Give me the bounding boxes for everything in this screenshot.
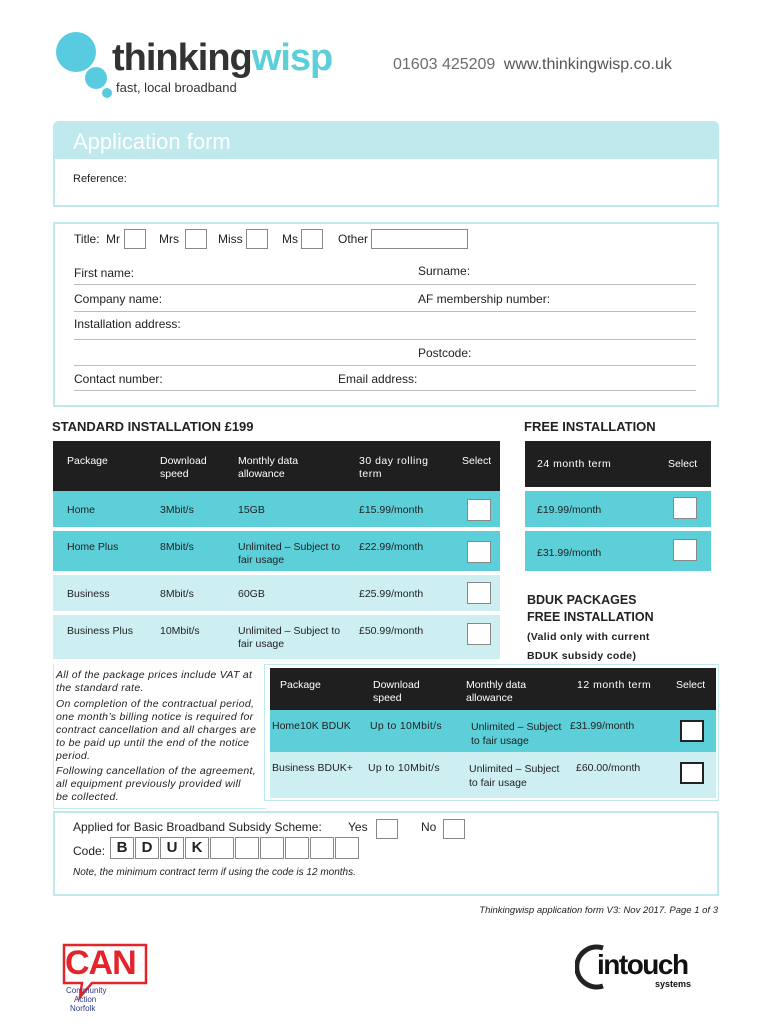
subsidy-yes-checkbox[interactable] <box>376 819 398 839</box>
bduk-heading: BDUK PACKAGES FREE INSTALLATION <box>527 593 654 624</box>
title-option-other: Other <box>338 232 369 246</box>
standard-table <box>53 441 500 663</box>
table-row: £19.99/month <box>525 491 711 527</box>
title-miss-checkbox[interactable] <box>246 229 268 249</box>
can-logo <box>62 943 150 1013</box>
intouch-logo-text: intouch <box>597 949 688 980</box>
page-footer-note: Thinkingwisp application form V3: Nov 2017. Page 1 of 3 <box>479 905 718 916</box>
website-url: www.thinkingwisp.co.uk <box>503 56 672 73</box>
contact-line <box>393 56 672 74</box>
title-other-field[interactable] <box>371 229 468 249</box>
select-free-19-checkbox[interactable] <box>673 497 697 519</box>
table-row: Business Plus 10Mbit/s Unlimited – Subject to fair usage £50.99/month <box>53 615 500 659</box>
table-row: Home 3Mbit/s 15GB £15.99/month <box>53 491 500 527</box>
code-term-note: Note, the minimum contract term if using the code is 12 months. <box>73 867 356 878</box>
col-24-month-term: 24 month term <box>537 458 612 470</box>
title-option-ms: Ms <box>282 232 298 246</box>
code-input-box[interactable] <box>235 837 259 859</box>
company-name-label: Company name: <box>74 292 163 306</box>
col-bduk-select: Select <box>676 679 706 691</box>
contact-line <box>74 390 696 391</box>
col-monthly-allowance: Monthly data allowance <box>238 455 299 480</box>
table-row: £31.99/month <box>525 531 711 571</box>
contact-number-label: Contact number: <box>74 372 163 386</box>
col-bduk-allowance: Monthly data allowance <box>466 679 527 704</box>
select-business-plus-checkbox[interactable] <box>467 623 491 645</box>
col-rolling-term: 30 day rolling term <box>359 455 429 480</box>
col-select: Select <box>462 455 492 467</box>
title-option-mr: Mr <box>106 232 120 246</box>
code-input-box[interactable] <box>260 837 284 859</box>
col-free-select: Select <box>668 458 698 470</box>
free-installation-table <box>525 441 711 571</box>
table-row: Home10K BDUK Up to 10Mbit/s Unlimited – Subject to fair usage £31.99/month <box>270 710 716 752</box>
select-home-checkbox[interactable] <box>467 499 491 521</box>
code-box: B <box>110 837 134 859</box>
postcode-label: Postcode: <box>418 346 472 360</box>
free-table-header <box>525 441 711 487</box>
title-option-mrs: Mrs <box>159 232 179 246</box>
address-line <box>74 339 696 340</box>
select-home10k-bduk-checkbox[interactable] <box>680 720 704 742</box>
code-box: U <box>160 837 184 859</box>
bduk-table <box>270 668 716 798</box>
brand-name-a: thinking <box>112 37 252 79</box>
intouch-logo <box>575 944 720 994</box>
installation-address-label: Installation address: <box>74 317 181 331</box>
af-membership-label: AF membership number: <box>418 292 551 306</box>
title-mr-checkbox[interactable] <box>124 229 146 249</box>
code-input-box[interactable] <box>210 837 234 859</box>
title-ms-checkbox[interactable] <box>301 229 323 249</box>
col-download-speed: Download speed <box>160 455 207 480</box>
table-row: Home Plus 8Mbit/s Unlimited – Subject to fair usage £22.99/month <box>53 531 500 571</box>
select-home-plus-checkbox[interactable] <box>467 541 491 563</box>
col-bduk-package: Package <box>280 679 321 691</box>
can-logo-text: CAN <box>65 944 136 982</box>
table-row: Business BDUK+ Up to 10Mbit/s Unlimited – Subject to fair usage £60.00/month <box>270 752 716 798</box>
code-boxes <box>110 837 360 859</box>
code-label: Code: <box>73 844 106 858</box>
can-logo-subtext: Community Action Norfolk <box>66 986 107 1013</box>
completion-note: On completion of the contractual period, one month’s billing notice is required for contract cancellation and all charges are to be paid up until the end of the notice period. <box>56 698 257 762</box>
bubbles-icon <box>52 30 112 100</box>
phone-number: 01603 425209 <box>393 56 496 73</box>
select-business-bduk-checkbox[interactable] <box>680 762 704 784</box>
first-name-line <box>74 284 696 285</box>
standard-table-header <box>53 441 500 491</box>
surname-label: Surname: <box>418 264 471 278</box>
code-input-box[interactable] <box>335 837 359 859</box>
col-12-month-term: 12 month term <box>577 679 652 691</box>
code-input-box[interactable] <box>285 837 309 859</box>
subsidy-yes-label: Yes <box>348 820 368 834</box>
col-package: Package <box>67 455 108 467</box>
select-business-checkbox[interactable] <box>467 582 491 604</box>
subsidy-question: Applied for Basic Broadband Subsidy Scheme: <box>73 820 322 834</box>
table-row: Business 8Mbit/s 60GB £25.99/month <box>53 575 500 611</box>
postcode-line <box>74 365 696 366</box>
subsidy-no-label: No <box>421 820 437 834</box>
bduk-validity-note: (Valid only with current BDUK subsidy code) <box>527 631 650 662</box>
intouch-logo-subtext: systems <box>655 979 692 989</box>
subsidy-no-checkbox[interactable] <box>443 819 465 839</box>
brand-tagline: fast, local broadband <box>116 80 237 95</box>
vat-note: All of the package prices include VAT at the standard rate. <box>56 669 253 694</box>
title-label: Title: <box>74 232 100 246</box>
free-installation-heading: FREE INSTALLATION <box>524 419 656 434</box>
brand-logo <box>52 30 362 100</box>
standard-installation-heading: STANDARD INSTALLATION £199 <box>52 419 254 434</box>
brand-name-b: wisp <box>251 37 333 79</box>
company-line <box>74 311 696 312</box>
title-mrs-checkbox[interactable] <box>185 229 207 249</box>
select-free-31-checkbox[interactable] <box>673 539 697 561</box>
email-address-label: Email address: <box>338 372 418 386</box>
code-box: D <box>135 837 159 859</box>
reference-label: Reference: <box>73 173 127 185</box>
title-band <box>53 121 719 207</box>
cancellation-note: Following cancellation of the agreement, all equipment previously provided will be collected. <box>56 765 256 803</box>
bduk-table-header <box>270 668 716 710</box>
code-input-box[interactable] <box>310 837 334 859</box>
form-title: Application form <box>73 129 231 154</box>
code-box: K <box>185 837 209 859</box>
col-bduk-speed: Download speed <box>373 679 420 704</box>
title-option-miss: Miss <box>218 232 243 246</box>
first-name-label: First name: <box>74 266 135 280</box>
